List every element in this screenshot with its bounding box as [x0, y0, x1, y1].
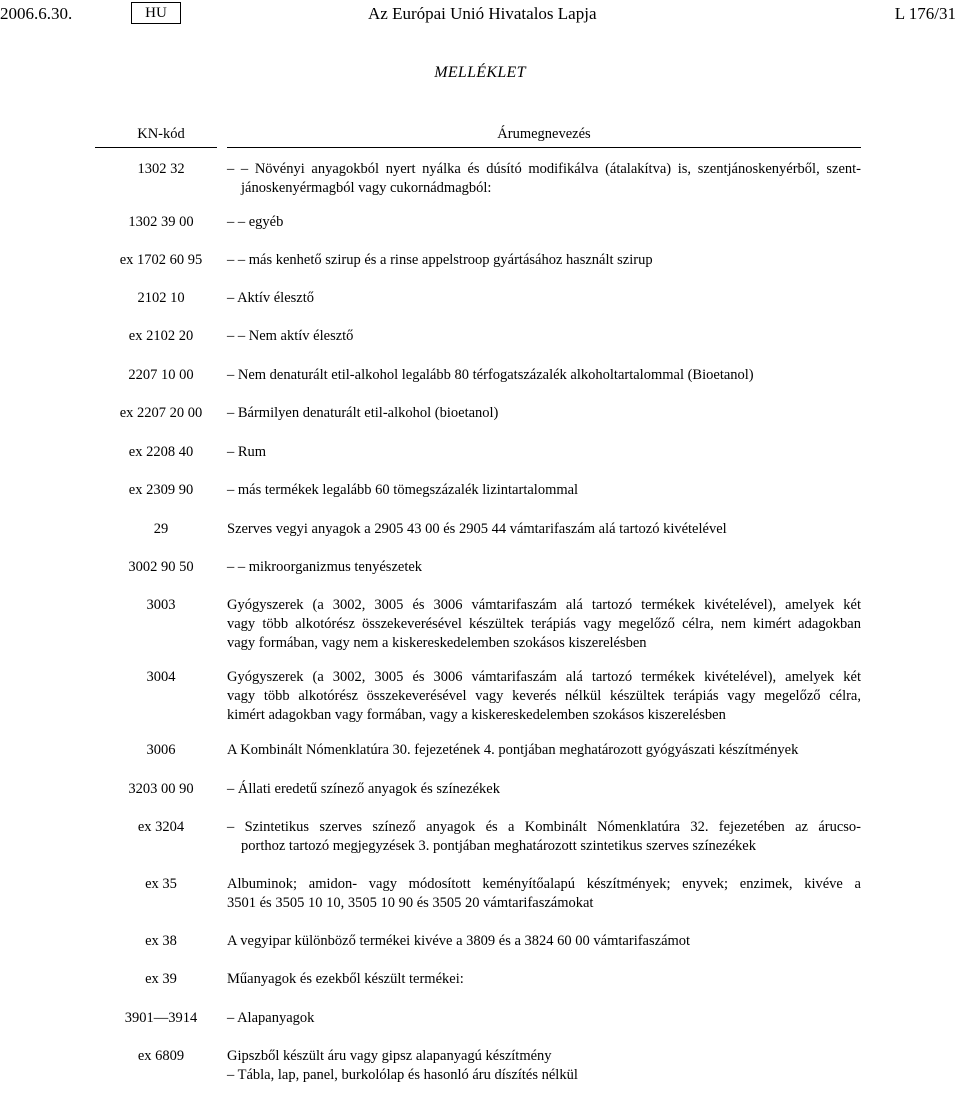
row-description [227, 558, 861, 577]
description-line: – Bármilyen denaturált etil-alkohol (bioetanol) [227, 405, 499, 421]
row-code: ex 6809 [137, 1048, 185, 1064]
row-code: ex 39 [145, 971, 177, 987]
row-description [227, 327, 861, 346]
row-code: 3006 [146, 742, 176, 758]
row-code: ex 2207 20 00 [119, 405, 203, 421]
row-description [227, 520, 861, 539]
description-line: – Tábla, lap, panel, burkolólap és hasonló áru díszítés nélkül [227, 1067, 578, 1083]
row-code: ex 2102 20 [128, 328, 194, 344]
row-code: 1302 39 00 [128, 214, 194, 230]
row-description [227, 404, 861, 423]
row-description [227, 251, 861, 270]
publication-date: 2006.6.30. [0, 4, 73, 23]
description-line: A vegyipar különböző termékei kivéve a 3809 és a 3824 60 00 vámtarifaszámot [227, 933, 691, 949]
row-description [227, 1047, 861, 1085]
row-code: 3901—3914 [124, 1010, 198, 1026]
description-line: – Szintetikus szerves színező anyagok és a Kombinált Nómenklatúra 32. fejezetében az árucso- [227, 819, 861, 835]
row-code: 3203 00 90 [128, 781, 194, 797]
description-line: – – mikroorganizmus tenyészetek [227, 559, 423, 575]
description-line: – Aktív élesztő [227, 290, 314, 306]
row-description [227, 443, 861, 462]
row-code: ex 38 [145, 933, 177, 949]
description-line: – Állati eredetű színező anyagok és színezékek [227, 781, 500, 797]
description-line: – Alapanyagok [227, 1010, 315, 1026]
row-description [227, 932, 861, 951]
description-line: Gyógyszerek (a 3002, 3005 és 3006 vámtarifaszám alá tartozó termékek kivételével), amelyek két [227, 597, 861, 613]
row-code: 29 [153, 521, 169, 537]
description-line: vagy több alkotórész összekeverésével készültek terápiás vagy megelőző célra, nem kimért adagokban [227, 616, 861, 632]
row-description [227, 213, 861, 232]
journal-title: Az Európai Unió Hivatalos Lapja [368, 4, 597, 23]
row-description [227, 596, 861, 653]
row-description [227, 668, 861, 725]
description-line: – Nem denaturált etil-alkohol legalább 80 térfogatszázalék alkoholtartalommal (Bioetanol) [227, 367, 754, 383]
row-code: 1302 32 [137, 161, 185, 177]
row-description [227, 160, 861, 198]
description-line: Gipszből készült áru vagy gipsz alapanyagú készítmény [227, 1048, 552, 1064]
row-code: 2207 10 00 [128, 367, 194, 383]
row-code: 2102 10 [137, 290, 185, 306]
row-description [227, 818, 861, 856]
row-description [227, 875, 861, 913]
row-description [227, 1009, 861, 1028]
row-code: ex 2309 90 [128, 482, 194, 498]
description-line: porthoz tartozó megjegyzések 3. pontjában meghatározott szintetikus szerves színezékek [241, 838, 756, 854]
row-description [227, 780, 861, 799]
description-line: – – Nem aktív élesztő [227, 328, 354, 344]
description-line: Gyógyszerek (a 3002, 3005 és 3006 vámtarifaszám alá tartozó termékek kivételével), amelyek két [227, 669, 861, 685]
description-line: vagy több alkotórész összekeverésével vagy keverés nélkül készültek terápiás vagy megelőző célra, [227, 688, 861, 704]
row-description [227, 741, 861, 760]
row-description [227, 366, 861, 385]
description-line: Műanyagok és ezekből készült termékei: [227, 971, 464, 987]
row-code: 3002 90 50 [128, 559, 194, 575]
row-description [227, 481, 861, 500]
description-line: vagy formában, vagy nem a kiskereskedelemben szokásos kiszerelésben [227, 635, 647, 651]
description-line: – – egyéb [227, 214, 284, 230]
row-code: ex 2208 40 [128, 444, 194, 460]
description-line: kimért adagokban vagy formában, vagy a kiskereskedelemben szokásos kiszerelésben [227, 707, 726, 723]
row-description [227, 970, 861, 989]
row-code: ex 35 [145, 876, 177, 892]
annex-title: MELLÉKLET [434, 64, 526, 81]
language-badge: HU [131, 2, 181, 24]
description-line: jánoskenyérmagból vagy cukornádmagból: [241, 180, 492, 196]
row-code: ex 1702 60 95 [119, 252, 203, 268]
page-reference: L 176/31 [894, 4, 956, 23]
column-header-rule-code [95, 147, 217, 148]
row-code: 3004 [146, 669, 176, 685]
description-line: Szerves vegyi anyagok a 2905 43 00 és 2905 44 vámtarifaszám alá tartozó kivételével [227, 521, 727, 537]
row-description [227, 289, 861, 308]
description-line: – – más kenhető szirup és a rinse appelstroop gyártásához használt szirup [227, 252, 653, 268]
row-code: 3003 [146, 597, 176, 613]
description-line: 3501 és 3505 10 10, 3505 10 90 és 3505 20 vámtarifaszámokat [227, 895, 594, 911]
description-line: – más termékek legalább 60 tömegszázalék lizintartalommal [227, 482, 579, 498]
row-code: ex 3204 [137, 819, 185, 835]
column-header-description: Árumegnevezés [497, 126, 591, 142]
description-line: A Kombinált Nómenklatúra 30. fejezetének 4. pontjában meghatározott gyógyászati készítmények [227, 742, 799, 758]
column-header-rule-description [227, 147, 861, 148]
column-header-code: KN-kód [137, 126, 185, 142]
description-line: Albuminok; amidon- vagy módosított keményítőalapú készítmények; enyvek; enzimek, kivéve a [227, 876, 861, 892]
page-header [0, 2, 960, 24]
description-line: – Rum [227, 444, 267, 460]
description-line: – – Növényi anyagokból nyert nyálka és dúsító modifikálva (átalakítva) is, szentjánoskenyérből, szent- [227, 161, 861, 177]
